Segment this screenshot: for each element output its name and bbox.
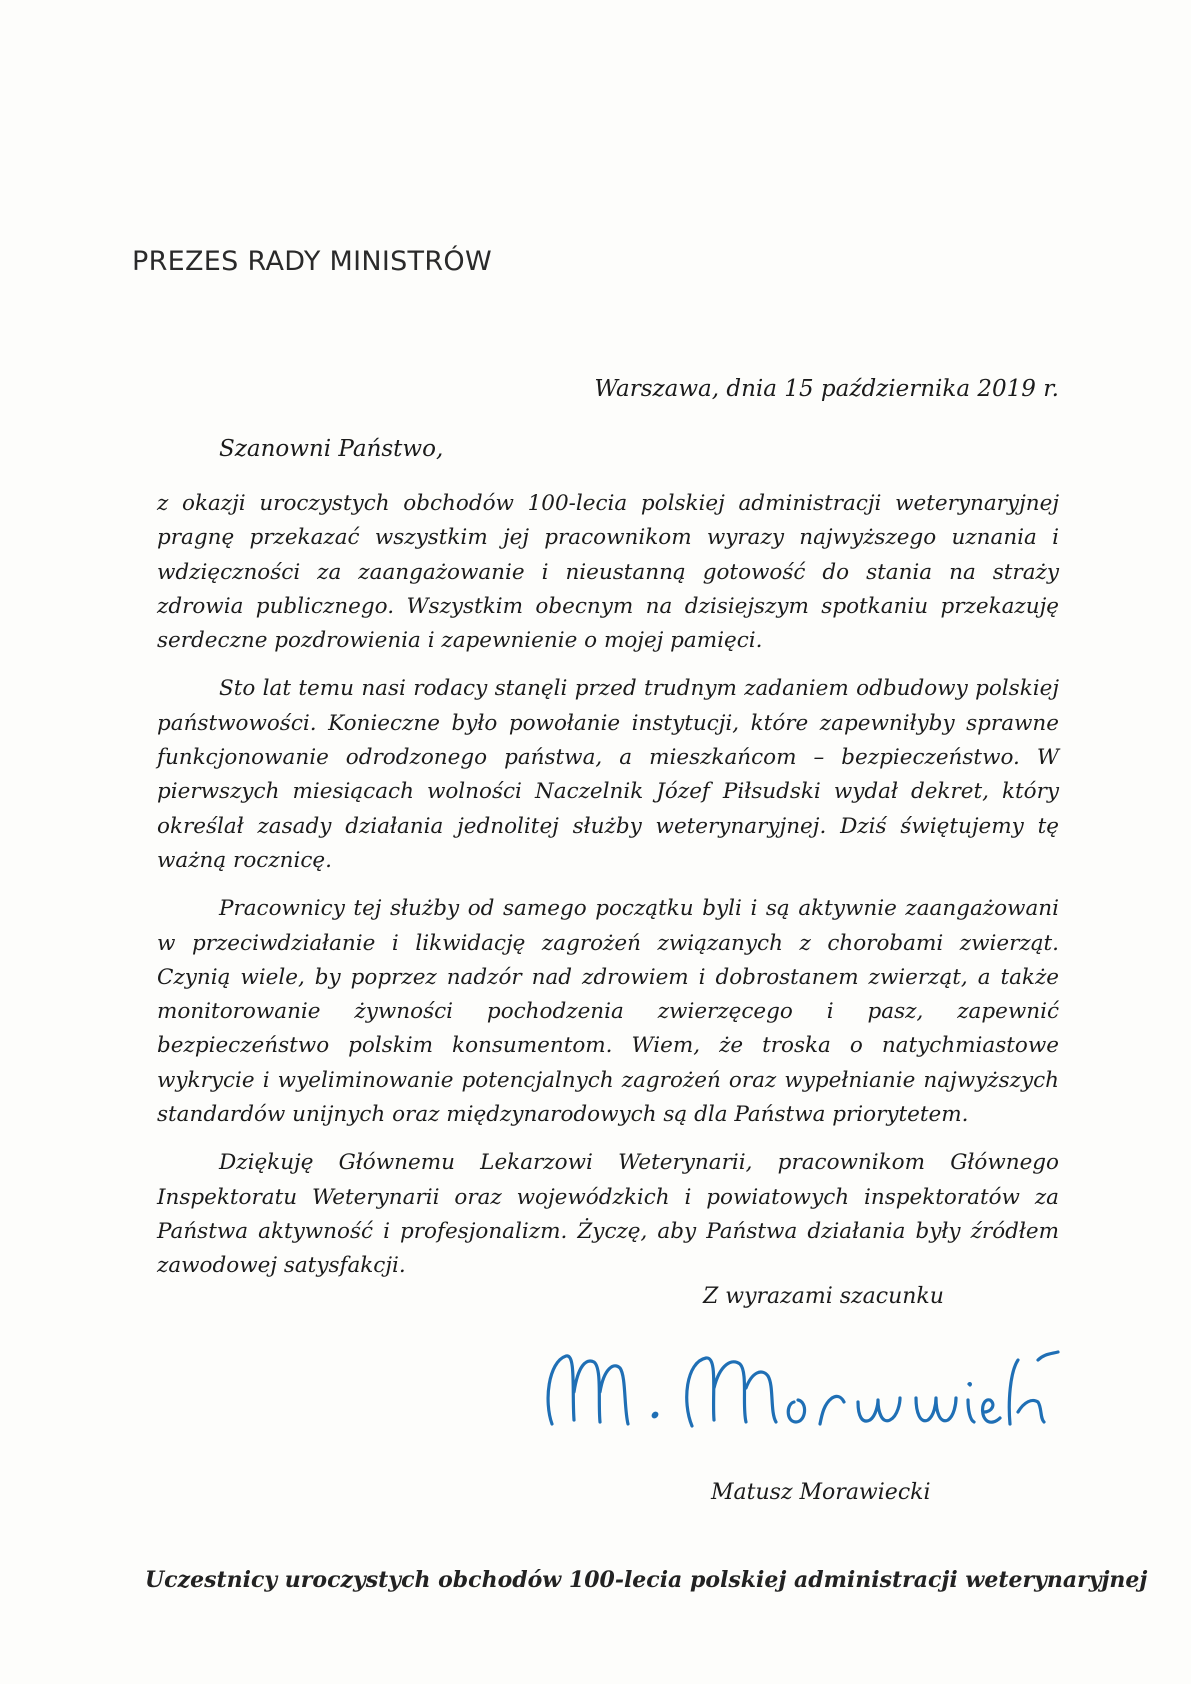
signature-stroke bbox=[968, 1400, 974, 1422]
signature-stroke bbox=[788, 1400, 804, 1422]
signature-stroke bbox=[1009, 1360, 1044, 1424]
signature-stroke bbox=[983, 1400, 1000, 1422]
signature-stroke bbox=[548, 1356, 628, 1424]
letter-date: Warszawa, dnia 15 października 2019 r. bbox=[594, 376, 1059, 402]
addressee-line: Uczestnicy uroczystych obchodów 100-lecia polskiej administracji weterynaryjnej bbox=[145, 1567, 1148, 1593]
signature-stroke bbox=[1038, 1352, 1058, 1360]
handwritten-signature bbox=[540, 1332, 1060, 1442]
body-paragraph-2: Sto lat temu nasi rodacy stanęli przed trudnym zadaniem odbudowy polskiej państwowości. Konieczne było powołanie instytucji, które zapewniłyby sprawne funkcjonowanie odrodzonego państwa, a mieszkańcom – bezpieczeństwo. W pierwszych miesiącach wolności Naczelnik Józef Piłsudski wydał dekret, który określał zasady działania jednolitej służby weterynaryjnej. Dziś świętujemy tę ważną rocznicę. bbox=[157, 676, 1059, 873]
signature-stroke bbox=[916, 1398, 956, 1421]
salutation: Szanowni Państwo, bbox=[219, 436, 444, 462]
body-paragraph-3: Pracownicy tej służby od samego początku byli i są aktywnie zaangażowani w przeciwdziałanie i likwidację zagrożeń związanych z chorobami zwierząt. Czynią wiele, by poprzez nadzór nad zdrowiem i dobrostanem zwierząt, a także monitorowanie żywności pochodzenia zwierzęcego i pasz, zapewnić bezpieczeństwo polskim konsumentom. Wiem, że troska o natychmiastowe wykrycie i wyeliminowanie potencjalnych zagrożeń oraz wypełnianie najwyższych standardów unijnych oraz międzynarodowych są dla Państwa priorytetem. bbox=[157, 896, 1059, 1128]
signature-stroke bbox=[858, 1398, 900, 1421]
signature-stroke bbox=[820, 1396, 844, 1424]
letter-body bbox=[157, 487, 1059, 1298]
signature-stroke bbox=[653, 1413, 657, 1417]
signature-stroke bbox=[969, 1384, 970, 1385]
closing-phrase: Z wyrazami szacunku bbox=[703, 1284, 944, 1309]
body-paragraph-4: Dziękuję Głównemu Lekarzowi Weterynarii, pracownikom Głównego Inspektoratu Weterynarii oraz wojewódzkich i powiatowych inspektoratów za Państwa aktywność i profesjonalizm. Życzę, aby Państwa działania były źródłem zawodowej satysfakcji. bbox=[157, 1150, 1059, 1279]
signer-name: Matusz Morawiecki bbox=[711, 1480, 931, 1505]
body-paragraph-1: z okazji uroczystych obchodów 100-lecia polskiej administracji weterynaryjnej pragnę przekazać wszystkim jej pracownikom wyrazy najwyższego uznania i wdzięczności za zaangażowanie i nieustanną gotowość do stania na straży zdrowia publicznego. Wszystkim obecnym na dzisiejszym spotkaniu przekazuję serdeczne pozdrowienia i zapewnienie o mojej pamięci. bbox=[157, 491, 1059, 654]
letterhead-title: PREZES RADY MINISTRÓW bbox=[132, 246, 492, 277]
signature-stroke bbox=[687, 1358, 776, 1426]
